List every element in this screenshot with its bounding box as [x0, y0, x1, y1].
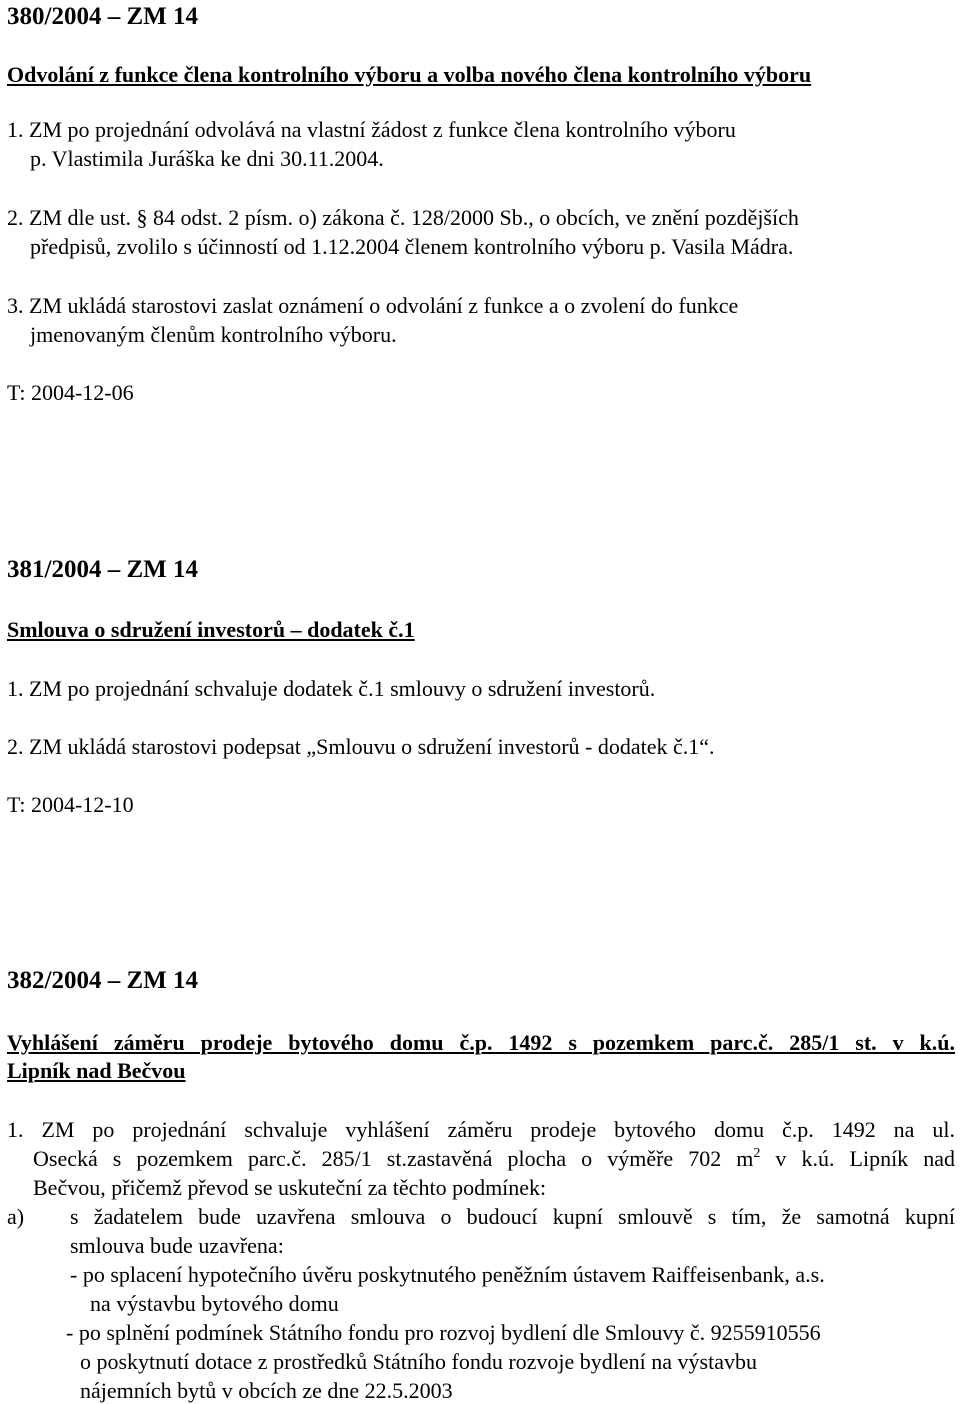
- item-380-1-line2: p. Vlastimila Juráška ke dni 30.11.2004.: [30, 146, 384, 171]
- item-382-1-line1: 1. ZM po projednání schvaluje vyhlášení záměru prodeje bytového domu č.p. 1492 na ul.: [7, 1117, 955, 1142]
- resolution-subject-382-line1: Vyhlášení záměru prodeje bytového domu č.p. 1492 s pozemkem parc.č. 285/1 st. v k.ú.: [7, 1030, 955, 1055]
- item-380-2-line2: předpisů, zvolilo s účinností od 1.12.2004 členem kontrolního výboru p. Vasila Mádra.: [30, 234, 794, 259]
- resolution-heading-380: 380/2004 – ZM 14: [7, 3, 198, 30]
- item-381-2: 2. ZM ukládá starostovi podepsat „Smlouvu o sdružení investorů - dodatek č.1“.: [7, 734, 715, 759]
- item-380-1-line1: 1. ZM po projednání odvolává na vlastní žádost z funkce člena kontrolního výboru: [7, 117, 736, 142]
- bullet-2-line2: o poskytnutí dotace z prostředků Státního fondu rozvoje bydlení na výstavbu: [80, 1349, 757, 1374]
- condition-a-line1: s žadatelem bude uzavřena smlouva o budoucí kupní smlouvě s tím, že samotná kupní: [70, 1204, 955, 1229]
- item-381-1: 1. ZM po projednání schvaluje dodatek č.1 smlouvy o sdružení investorů.: [7, 676, 656, 701]
- resolution-heading-381: 381/2004 – ZM 14: [7, 556, 198, 583]
- item-382-1-line2: [33, 1146, 955, 1172]
- deadline-381: T: 2004-12-10: [7, 792, 134, 817]
- deadline-380: T: 2004-12-06: [7, 380, 134, 405]
- item-380-2-line1: 2. ZM dle ust. § 84 odst. 2 písm. o) zákona č. 128/2000 Sb., o obcích, ve znění pozdějších: [7, 205, 799, 230]
- superscript-area-unit: 2: [753, 1146, 761, 1161]
- bullet-2-line3: nájemních bytů v obcích ze dne 22.5.2003: [80, 1378, 453, 1403]
- item-382-1-line2-rest: v k.ú. Lipník nad: [760, 1146, 955, 1171]
- condition-a-marker: a): [7, 1204, 25, 1229]
- item-382-1-line3: Bečvou, přičemž převod se uskuteční za těchto podmínek:: [33, 1175, 547, 1200]
- resolution-subject-380: Odvolání z funkce člena kontrolního výboru a volba nového člena kontrolního výboru: [7, 62, 812, 87]
- resolution-heading-382: 382/2004 – ZM 14: [7, 967, 198, 994]
- condition-a-line2: smlouva bude uzavřena:: [70, 1233, 284, 1258]
- item-380-3-line1: 3. ZM ukládá starostovi zaslat oznámení o odvolání z funkce a o zvolení do funkce: [7, 293, 739, 318]
- bullet-1-line1: - po splacení hypotečního úvěru poskytnutého peněžním ústavem Raiffeisenbank, a.s.: [70, 1262, 825, 1287]
- item-382-1-line2-text: Osecká s pozemkem parc.č. 285/1 st.zastavěná plocha o výměře 702 m: [33, 1146, 754, 1171]
- resolution-subject-382-line2: Lipník nad Bečvou: [7, 1058, 186, 1083]
- item-380-3-line2: jmenovaným členům kontrolního výboru.: [30, 322, 397, 347]
- resolution-subject-381: Smlouva o sdružení investorů – dodatek č.1: [7, 617, 415, 642]
- bullet-2-line1: - po splnění podmínek Státního fondu pro rozvoj bydlení dle Smlouvy č. 9255910556: [66, 1320, 821, 1345]
- bullet-1-line2: na výstavbu bytového domu: [90, 1291, 339, 1316]
